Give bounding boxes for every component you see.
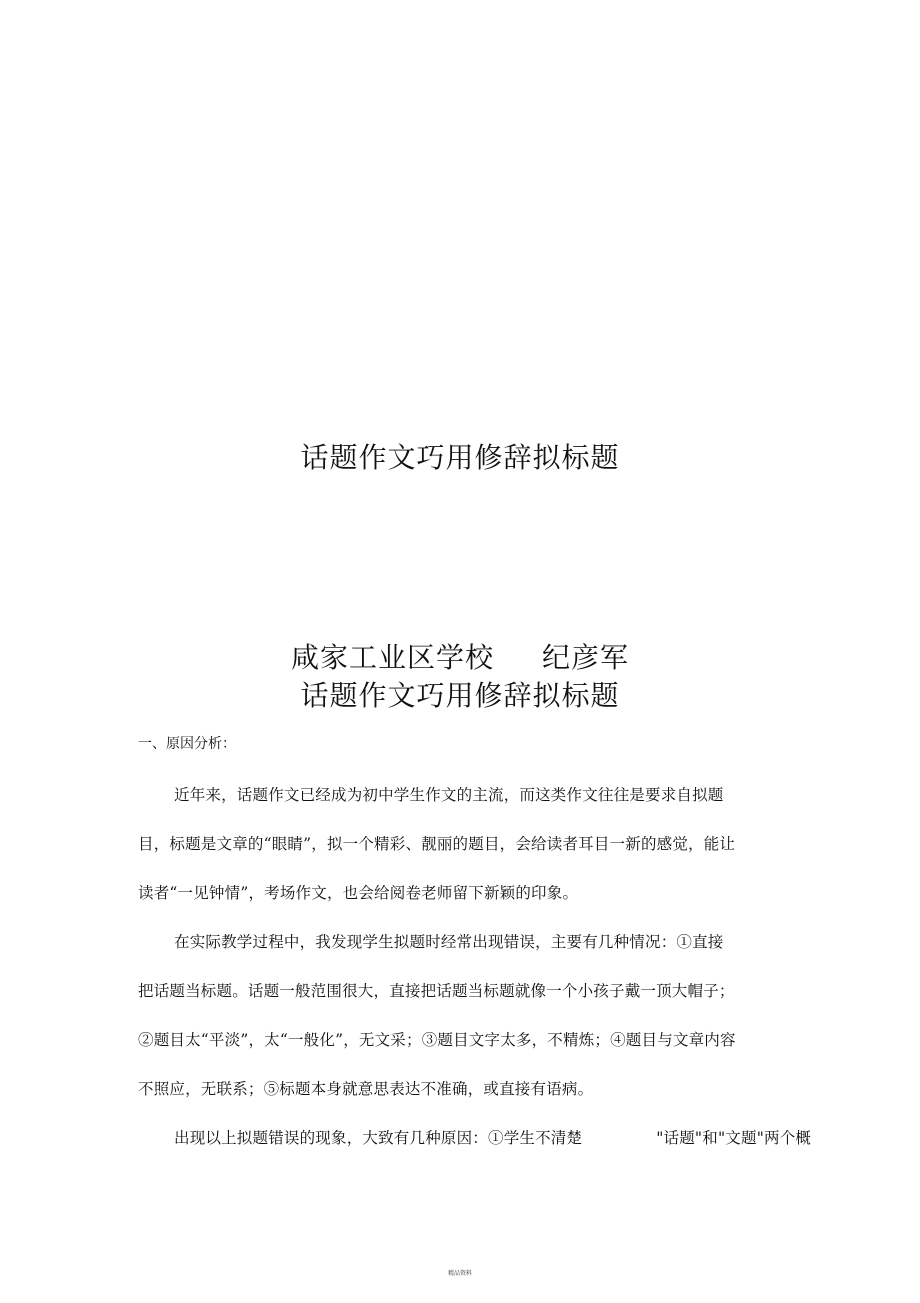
paragraph-line: ②题目太“平淡”，太“一般化”，无文采；③题目文字太多，不精炼；④题目与文章内容 <box>138 1031 736 1049</box>
footer-watermark: 精品资料 <box>447 1270 472 1277</box>
school-name: 咸家工业区学校 <box>290 641 494 674</box>
paragraph-line: 读者“一见钟情”，考场作文，也会给阅卷老师留下新颖的印象。 <box>138 884 579 902</box>
paragraph-line: 把话题当标题。话题一般范围很大，直接把话题当标题就像一个小孩子戴一顶大帽子； <box>138 982 735 1000</box>
paragraph-line: 近年来，话题作文已经成为初中学生作文的主流，而这类作文往往是要求自拟题 <box>174 786 724 804</box>
paragraph-line: 在实际教学过程中，我发现学生拟题时经常出现错误，主要有几种情况：①直接 <box>174 933 724 951</box>
paragraph-line-part: "话题"和"文题"两个概 <box>656 1129 812 1147</box>
section-heading: 一、原因分析： <box>138 736 236 752</box>
paragraph-line: 不照应，无联系；⑤标题本身就意思表达不准确，或直接有语病。 <box>138 1080 594 1098</box>
paragraph-line-part: 出现以上拟题错误的现象，大致有几种原因：①学生不清楚 <box>174 1129 583 1147</box>
page-title: 话题作文巧用修辞拟标题 <box>300 679 620 712</box>
paragraph-line <box>174 1126 811 1148</box>
author-name: 纪彦军 <box>542 641 630 674</box>
paragraph-line: 目，标题是文章的“眼睛”，拟一个精彩、靓丽的题目，会给读者耳目一新的感觉，能让 <box>138 835 736 853</box>
author-line <box>0 636 920 676</box>
cover-title: 话题作文巧用修辞拟标题 <box>300 441 620 474</box>
